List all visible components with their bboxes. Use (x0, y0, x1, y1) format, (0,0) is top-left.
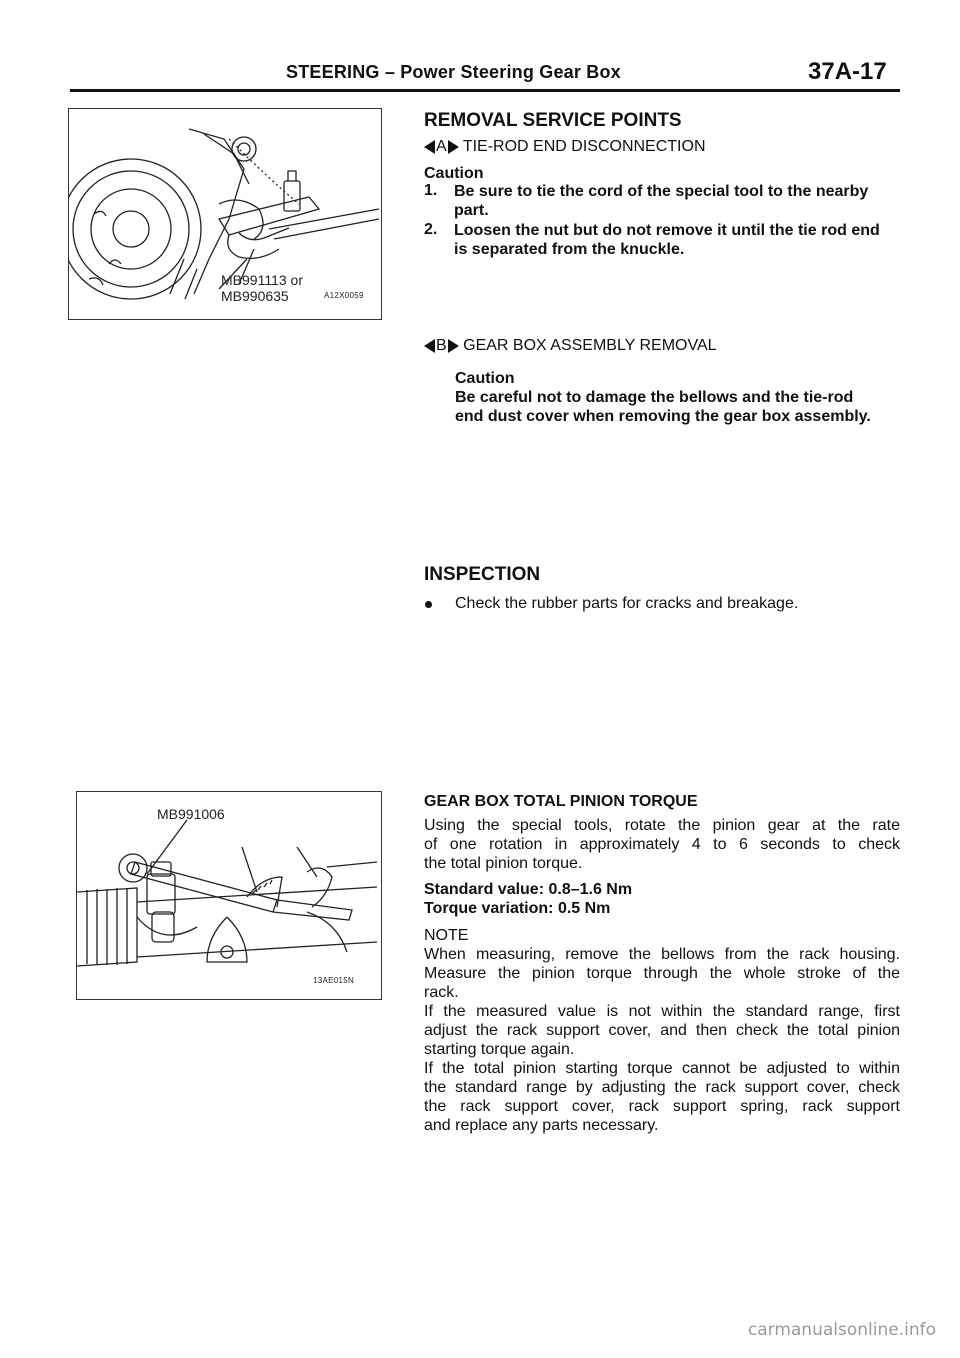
inspection-heading: INSPECTION (424, 564, 541, 585)
note-line: Measure the pinion torque through the whole stroke of the (424, 965, 900, 982)
section-title: STEERING – Power Steering Gear Box (286, 62, 621, 82)
note-line: adjust the rack support cover, and then check the total pinion (424, 1022, 900, 1039)
note-line: If the total pinion starting torque cannot be adjusted to within (424, 1060, 900, 1077)
note-text (424, 945, 900, 1135)
torque-variation: Torque variation: 0.5 Nm (424, 900, 611, 917)
arrow-left-icon (424, 339, 435, 353)
page-number: 37A-17 (808, 58, 887, 85)
torque-para-line: the total pinion torque. (424, 855, 583, 872)
arrow-left-icon (424, 140, 435, 154)
inspection-bullet-text: Check the rubber parts for cracks and breakage. (455, 595, 799, 612)
figure-tie-rod-puller (68, 108, 382, 320)
step-a-item-2-number: 2. (424, 221, 438, 238)
arrow-right-icon (448, 339, 459, 353)
header-rule (70, 89, 900, 92)
bullet-icon (425, 601, 432, 608)
standard-value: Standard value: 0.8–1.6 Nm (424, 881, 633, 898)
figure2-tool-label: MB991006 (157, 806, 225, 822)
step-a-heading (424, 138, 706, 156)
torque-para-line: of one rotation in approximately 4 to 6 seconds to check (424, 836, 900, 853)
note-line: the standard range by adjusting the rack support cover, check (424, 1079, 900, 1096)
step-a-item-1-line-2: part. (454, 202, 489, 219)
step-b-heading (424, 337, 717, 355)
step-a-caution-label: Caution (424, 165, 484, 182)
step-b-letter: B (436, 337, 447, 354)
step-b-caution-line-1: Be careful not to damage the bellows and the tie-rod (455, 389, 854, 406)
torque-para-line: Using the special tools, rotate the pinion gear at the rate (424, 817, 900, 834)
torque-wrench-on-gear-box-illustration-icon (77, 792, 381, 999)
figure1-tool-label-1: MB991113 or (221, 272, 303, 288)
note-line: When measuring, remove the bellows from the rack housing. (424, 946, 900, 963)
figure1-code: A12X0059 (324, 291, 364, 300)
note-line: starting torque again. (424, 1041, 575, 1058)
figure1-tool-label-2: MB990635 (221, 288, 289, 304)
arrow-right-icon (448, 140, 459, 154)
torque-heading: GEAR BOX TOTAL PINION TORQUE (424, 793, 698, 810)
step-a-item-1-line-1: Be sure to tie the cord of the special tool to the nearby (454, 183, 869, 200)
watermark: carmanualsonline.info (747, 1320, 936, 1340)
note-label: NOTE (424, 927, 469, 944)
note-line: and replace any parts necessary. (424, 1117, 659, 1134)
step-b-caution-line-2: end dust cover when removing the gear box assembly. (455, 408, 871, 425)
step-b-title: GEAR BOX ASSEMBLY REMOVAL (463, 337, 717, 354)
step-a-item-2-line-2: is separated from the knuckle. (454, 241, 685, 258)
step-a-letter: A (436, 138, 447, 155)
figure2-code: 13AE015N (313, 976, 355, 985)
note-line: If the measured value is not within the standard range, first (424, 1003, 900, 1020)
step-a-item-2-line-1: Loosen the nut but do not remove it until the tie rod end (454, 222, 880, 239)
step-a-item-1-number: 1. (424, 182, 438, 199)
note-line: the rack support cover, rack support spring, rack support (424, 1098, 900, 1115)
step-a-title: TIE-ROD END DISCONNECTION (462, 138, 706, 155)
removal-heading: REMOVAL SERVICE POINTS (424, 110, 682, 131)
note-line: rack. (424, 984, 459, 1001)
torque-paragraph (424, 816, 900, 873)
figure-torque-wrench (76, 791, 382, 1000)
step-b-caution-label: Caution (455, 370, 515, 387)
